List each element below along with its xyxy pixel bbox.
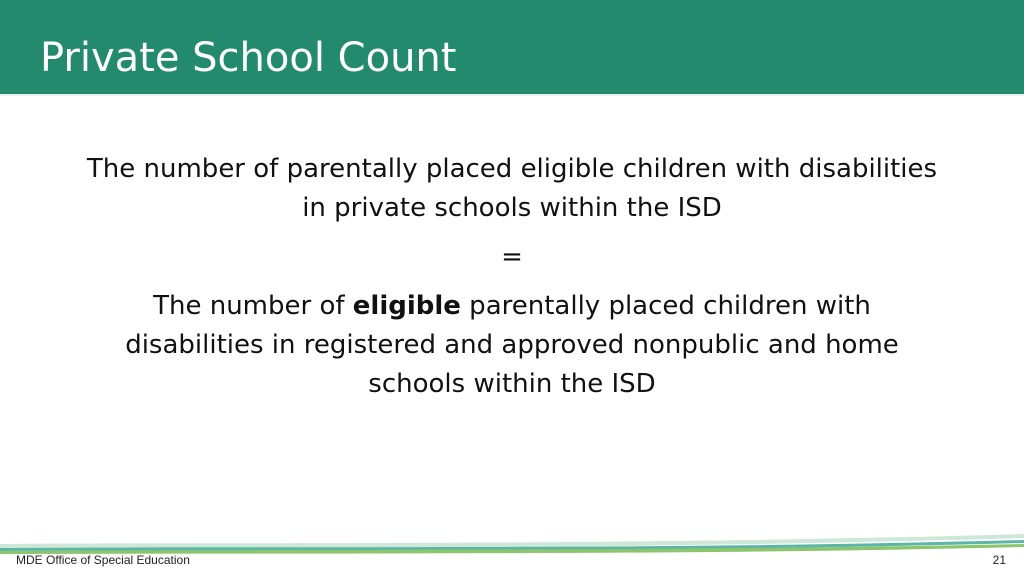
equals-sign: = <box>501 242 523 272</box>
slide-number: 21 <box>992 553 1006 567</box>
title-bar <box>0 0 1024 94</box>
explanation-text-start: The number of <box>153 291 353 321</box>
slide-body <box>80 150 944 404</box>
slide-title: Private School Count <box>40 35 457 81</box>
emphasis-eligible: eligible <box>352 291 461 321</box>
explanation-paragraph <box>80 287 944 404</box>
definition-paragraph: The number of parentally placed eligible children with disabilities in private schools within the ISD <box>86 154 938 223</box>
explanation-text-end: parentally placed children with disabilities in registered and approved nonpublic and home schools within the ISD <box>125 291 899 399</box>
footer-wave-decoration <box>0 520 1024 576</box>
title-bar-underline <box>0 94 1024 96</box>
footer-organization: MDE Office of Special Education <box>16 553 190 567</box>
